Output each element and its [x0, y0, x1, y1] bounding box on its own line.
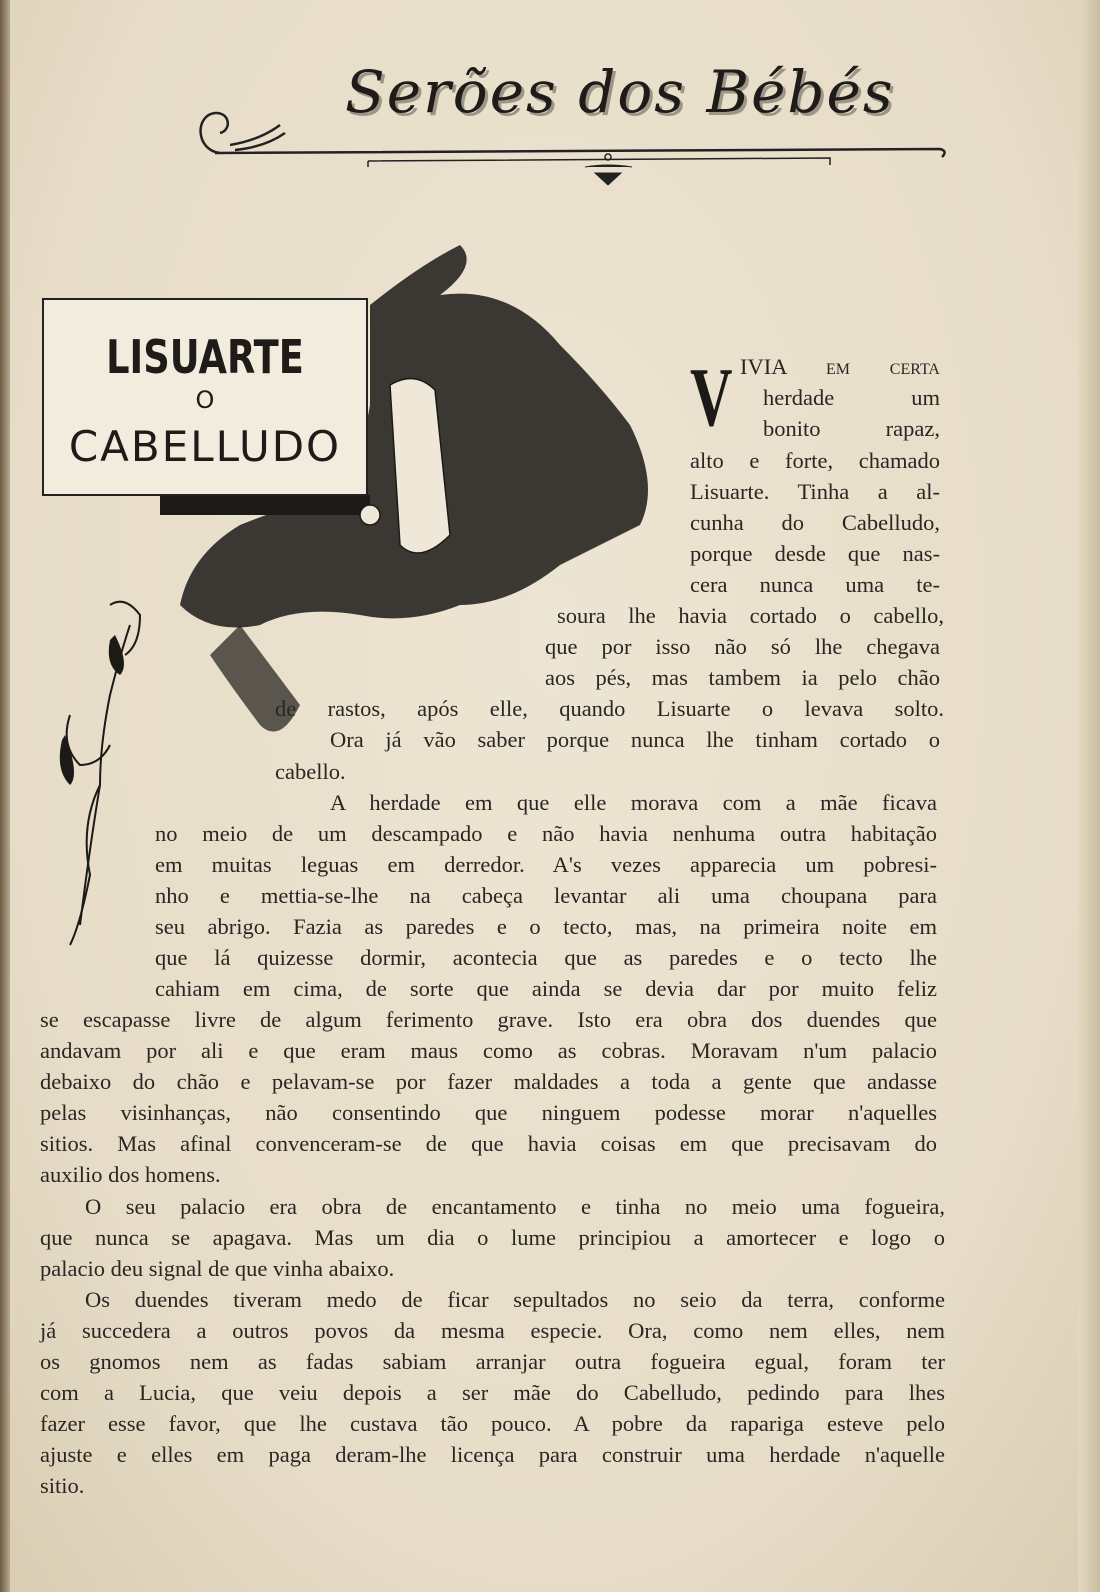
text-line: porque desde que nas- [690, 541, 940, 566]
text-line: andavam por ali e que eram maus como as cobras. Moravam n'um palacio [40, 1038, 937, 1063]
book-spine-shadow [0, 0, 10, 1592]
story-title-box [42, 298, 368, 496]
text-line: em muitas leguas em derredor. A's vezes apparecia um pobresi- [155, 852, 937, 877]
text-line: nho e mettia-se-lhe na cabeça levantar ali uma choupana para [155, 883, 937, 908]
text-line: palacio deu signal de que vinha abaixo. [40, 1256, 395, 1281]
text-line: sitios. Mas afinal convenceram-se de que havia coisas em que precisavam do [40, 1131, 937, 1156]
text-line: com a Lucia, que veiu depois a ser mãe do Cabelludo, pedindo para lhes [40, 1380, 945, 1405]
text-line: IVIA em certa [740, 354, 940, 379]
text-line: cabello. [275, 759, 346, 784]
text-line: Os duendes tiveram medo de ficar sepultados no seio da terra, conforme [85, 1287, 945, 1312]
text-line: pelas visinhanças, não consentindo que ninguem podesse morar n'aquelles [40, 1100, 937, 1125]
text-line: auxilio dos homens. [40, 1162, 221, 1187]
masthead-ornament-icon [190, 95, 950, 190]
text-line: sitio. [40, 1473, 85, 1498]
drop-cap: V [690, 351, 733, 444]
masthead-title: Serões dos Bébés [345, 58, 895, 126]
page-edge [1078, 0, 1100, 1592]
text-line: de rastos, após elle, quando Lisuarte o levava solto. [275, 696, 944, 721]
text-line: cunha do Cabelludo, [690, 510, 940, 535]
story-title-article: O [195, 386, 215, 414]
text-line: debaixo do chão e pelavam-se por fazer maldades a toda a gente que andasse [40, 1069, 937, 1094]
text-line: já succedera a outros povos da mesma especie. Ora, como nem elles, nem [40, 1318, 945, 1343]
text-line: alto e forte, chamado [690, 448, 940, 473]
text-line: soura lhe havia cortado o cabello, [557, 603, 944, 628]
text-line: bonito rapaz, [763, 416, 940, 441]
text-line: que nunca se apagava. Mas um dia o lume principiou a amortecer e logo o [40, 1225, 945, 1250]
text-line: Lisuarte. Tinha a al- [690, 479, 940, 504]
text-line: Ora já vão saber porque nunca lhe tinham cortado o [330, 727, 940, 752]
text-line: que lá quizesse dormir, acontecia que as paredes e o tecto lhe [155, 945, 937, 970]
text-line: cera nunca uma te- [690, 572, 940, 597]
text-line: fazer esse favor, que lhe custava tão pouco. A pobre da raparigа esteve pelo [40, 1411, 945, 1436]
text-line: O seu palacio era obra de encantamento e tinha no meio uma fogueira, [85, 1194, 945, 1219]
text-line: que por isso não só lhe chegava [545, 634, 940, 659]
text-line: se escapasse livre de algum ferimento grave. Isto era obra dos duendes que [40, 1007, 937, 1032]
text-line: seu abrigo. Fazia as paredes e o tecto, mas, na primeira noite em [155, 914, 937, 939]
text-line: aos pés, mas tambem ia pelo chão [545, 665, 940, 690]
text-line: cahiam em cima, de sorte que ainda se devia dar por muito feliz [155, 976, 937, 1001]
text-line: os gnomos nem as fadas sabiam arranjar outra fogueira egual, foram ter [40, 1349, 945, 1374]
text-line: herdade um [763, 385, 940, 410]
story-title-epithet: CABELLUDO [68, 422, 342, 471]
text-line: A herdade em que elle morava com a mãe ficava [330, 790, 937, 815]
story-title-name: LISUARTE [106, 330, 304, 384]
text-line: ajuste e elles em paga deram-lhe licença para construir uma herdade n'aquelle [40, 1442, 945, 1467]
text-line: no meio de um descampado e não havia nenhuma outra habitação [155, 821, 937, 846]
